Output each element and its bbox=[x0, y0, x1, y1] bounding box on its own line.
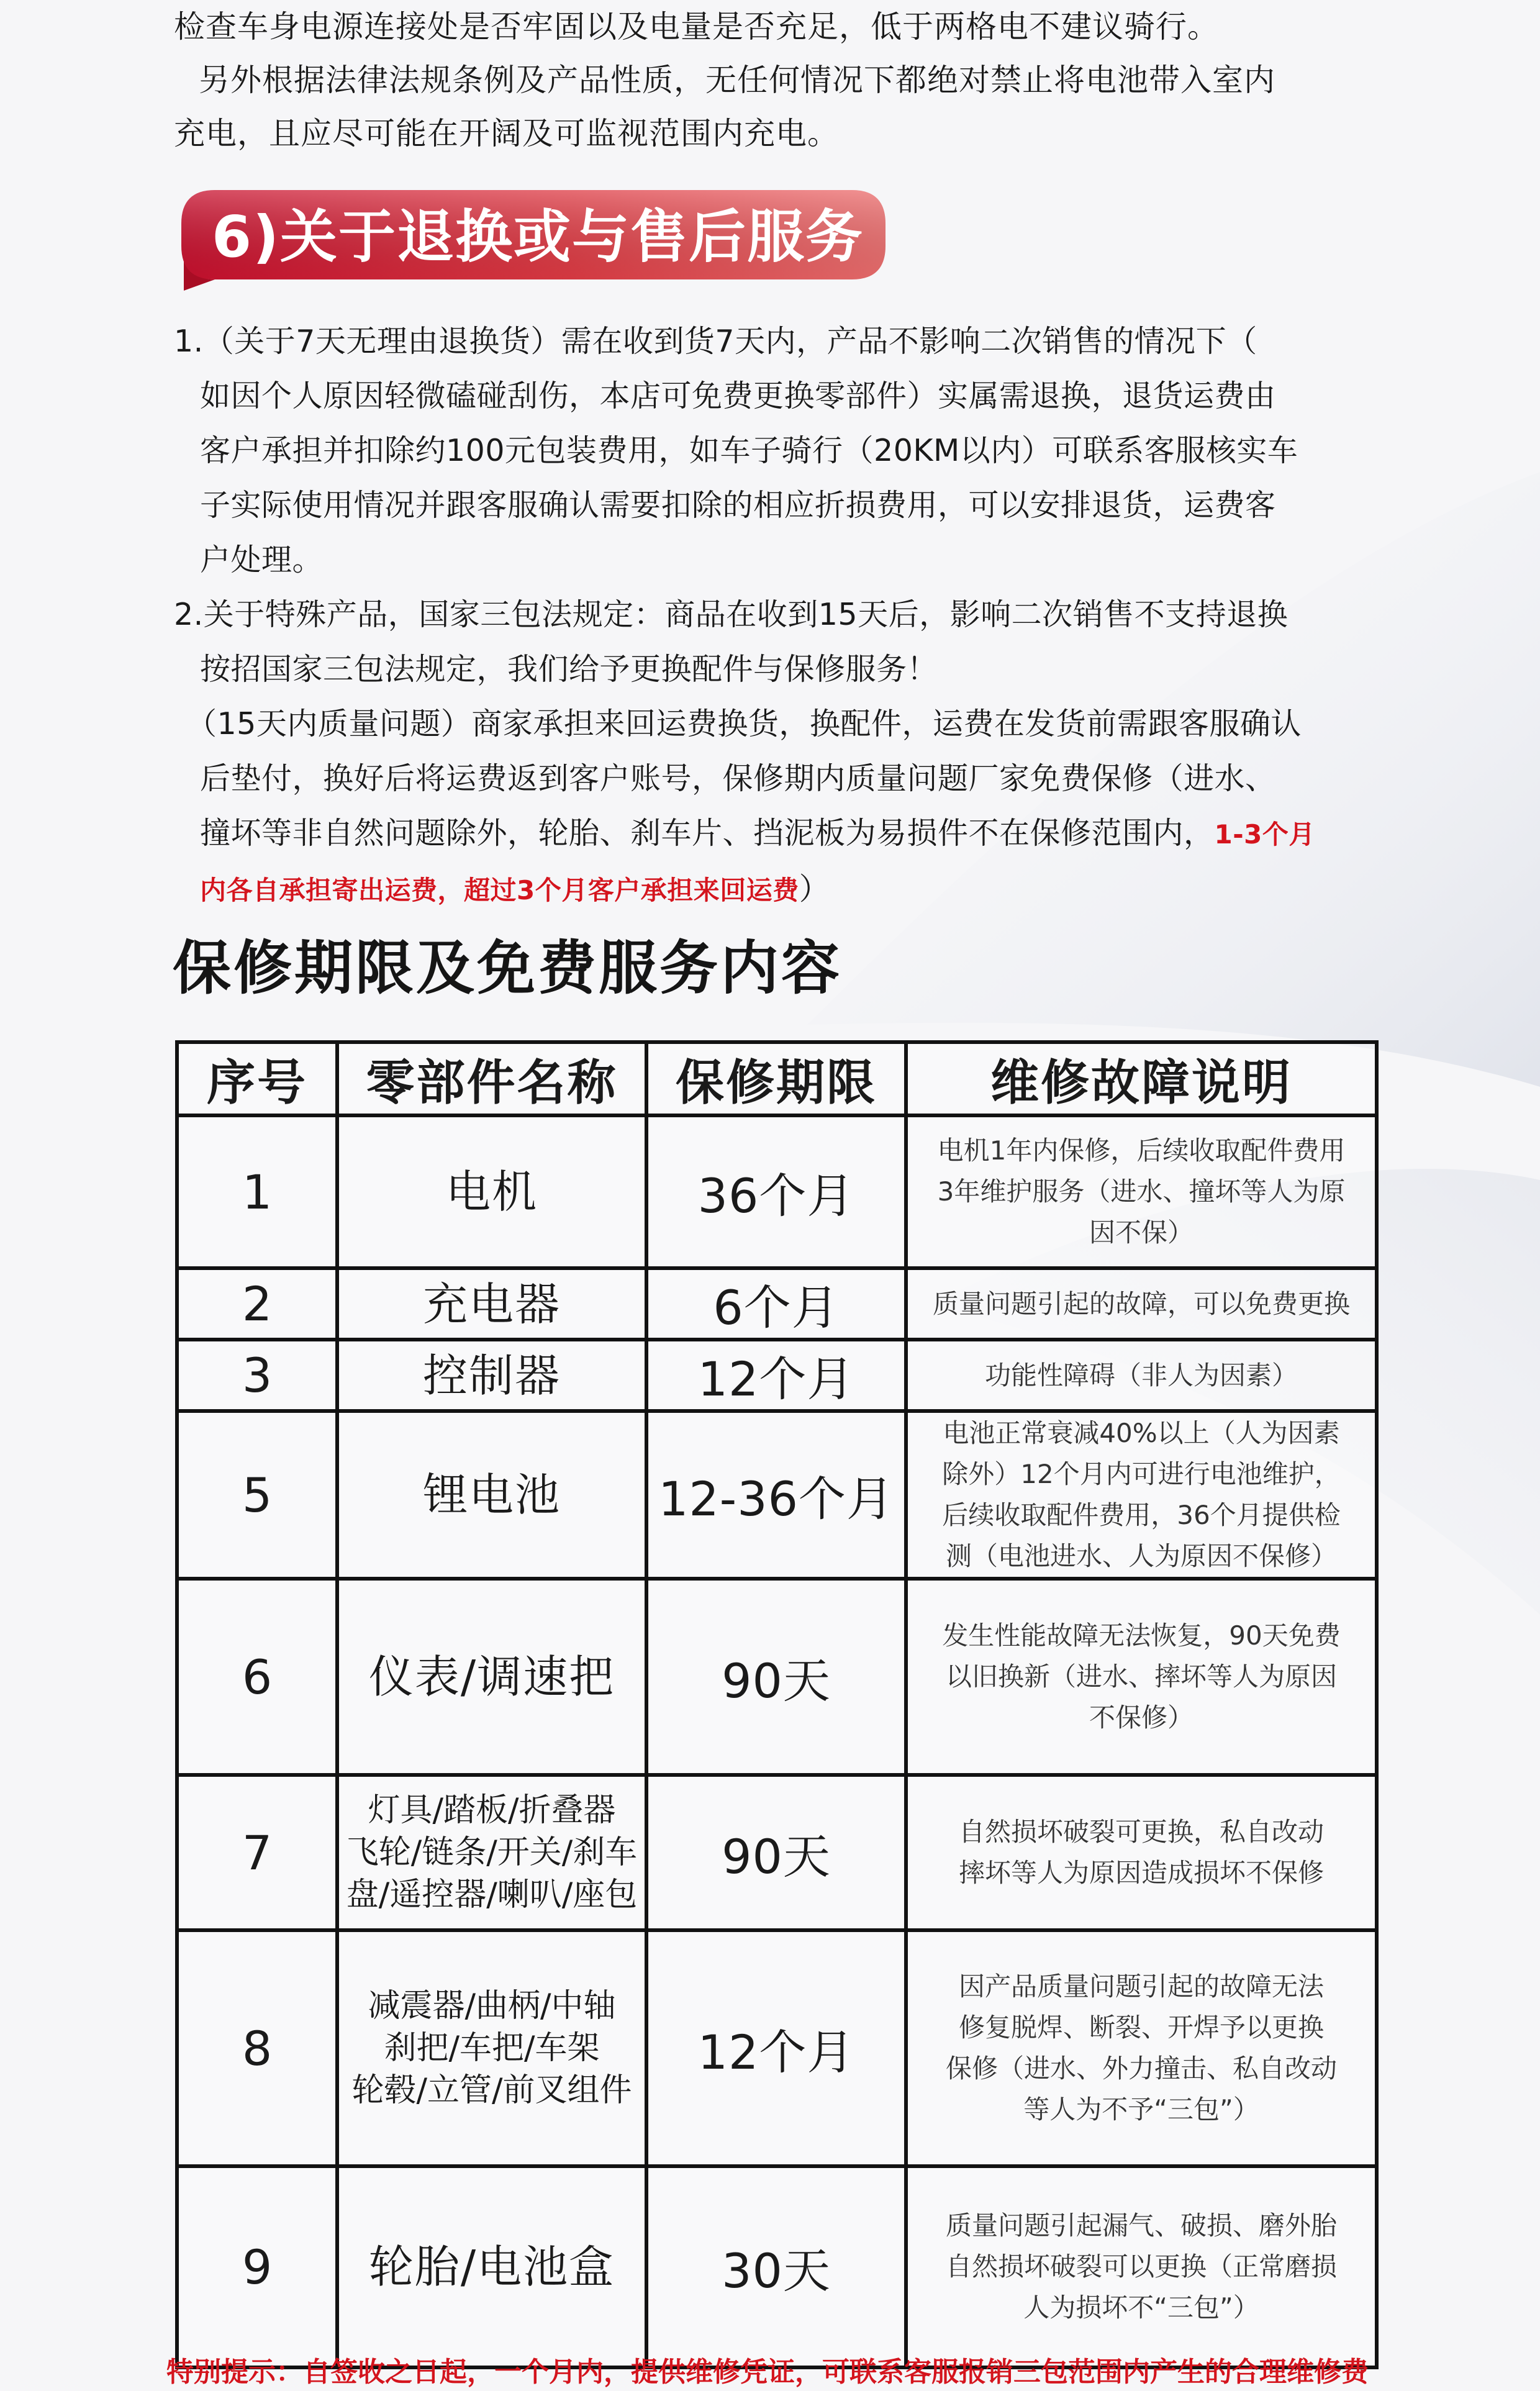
row-number: 6 bbox=[177, 1579, 337, 1775]
column-header: 序号 bbox=[177, 1042, 337, 1115]
table-title: 保修期限及免费服务内容 bbox=[173, 935, 843, 1002]
desc-line: 除外）12个月内可进行电池维护， bbox=[942, 1459, 1341, 1489]
fault-description bbox=[906, 1268, 1377, 1340]
desc-line: 不保修） bbox=[1089, 1702, 1194, 1733]
part-name: 控制器 bbox=[337, 1340, 646, 1411]
part-name bbox=[337, 1775, 646, 1930]
fault-description bbox=[906, 1930, 1377, 2166]
desc-line: 保修（进水、外力撞击、私自改动 bbox=[945, 2053, 1337, 2084]
fault-description bbox=[906, 1340, 1377, 1411]
part-name: 电机 bbox=[337, 1115, 646, 1268]
part-name: 仪表/调速把 bbox=[337, 1579, 646, 1775]
desc-line: 质量问题引起漏气、破损、磨外胎 bbox=[945, 2210, 1337, 2241]
special-tip: 特别提示：自签收之日起，一个月内，提供维修凭证，可联系客服报销三包范围内产生的合理维修费 bbox=[166, 2356, 1369, 2388]
desc-line: 功能性障碍（非人为因素） bbox=[984, 1359, 1298, 1391]
part-name: 轮胎/电池盒 bbox=[337, 2166, 646, 2367]
warranty-term: 12-36个月 bbox=[646, 1411, 906, 1579]
warranty-term: 90天 bbox=[646, 1775, 906, 1930]
part-name: 锂电池 bbox=[337, 1411, 646, 1579]
row-number: 8 bbox=[177, 1930, 337, 2166]
warranty-term: 6个月 bbox=[646, 1268, 906, 1340]
policy-line: 户处理。 bbox=[200, 542, 324, 578]
row-number: 2 bbox=[177, 1268, 337, 1340]
intro-line: 另外根据法律法规条例及产品性质，无任何情况下都绝对禁止将电池带入室内 bbox=[199, 62, 1275, 98]
desc-line: 人为损坏不“三包”） bbox=[1023, 2292, 1259, 2323]
policy-item-1 bbox=[174, 314, 1391, 588]
fault-description bbox=[906, 1775, 1377, 1930]
warranty-term: 90天 bbox=[646, 1579, 906, 1775]
warranty-term: 12个月 bbox=[646, 1340, 906, 1411]
part-name bbox=[337, 1930, 646, 2166]
policy-line: 按招国家三包法规定，我们给予更换配件与保修服务！ bbox=[200, 651, 938, 687]
policy-line: 子实际使用情况并跟客服确认需要扣除的相应折损费用，可以安排退货，运费客 bbox=[200, 488, 1276, 523]
policy-highlight: 内各自承担寄出运费，超过3个月客户承担来回运费 bbox=[200, 875, 799, 905]
part-line: 刹把/车把/车架 bbox=[384, 2030, 600, 2067]
desc-line: 等人为不予“三包”） bbox=[1023, 2094, 1259, 2125]
row-number: 1 bbox=[177, 1115, 337, 1268]
desc-line: 3年维护服务（进水、撞坏等人为原 bbox=[937, 1176, 1346, 1207]
table-row bbox=[177, 1340, 1377, 1411]
row-number: 9 bbox=[177, 2166, 337, 2367]
table-row bbox=[177, 1775, 1377, 1930]
policy-line bbox=[174, 862, 1391, 918]
policy-line: 后垫付，换好后将运费返到客户账号，保修期内质量问题厂家免费保修（进水、 bbox=[200, 761, 1276, 796]
fault-description bbox=[906, 1115, 1377, 1268]
row-number: 3 bbox=[177, 1340, 337, 1411]
desc-line: 测（电池进水、人为原因不保修） bbox=[945, 1541, 1337, 1571]
table-row bbox=[177, 1268, 1377, 1340]
column-header: 维修故障说明 bbox=[906, 1042, 1377, 1115]
table-header-row bbox=[177, 1042, 1377, 1115]
policy-line: 客户承担并扣除约100元包装费用，如车子骑行（20KM以内）可联系客服核实车 bbox=[200, 433, 1298, 468]
section-heading-text: 6)关于退换或与售后服务 bbox=[212, 204, 864, 270]
policy-highlight: 1-3个月 bbox=[1214, 819, 1315, 850]
policy-line bbox=[174, 806, 1391, 862]
desc-line: 发生性能故障无法恢复，90天免费 bbox=[942, 1620, 1341, 1651]
table-row bbox=[177, 1930, 1377, 2166]
part-line: 盘/遥控器/喇叭/座包 bbox=[346, 1876, 638, 1913]
row-number: 5 bbox=[177, 1411, 337, 1579]
table-row bbox=[177, 1115, 1377, 1268]
row-number: 7 bbox=[177, 1775, 337, 1930]
policy-line: 2.关于特殊产品，国家三包法规定：商品在收到15天后，影响二次销售不支持退换 bbox=[174, 597, 1289, 632]
policy-line: （15天内质量问题）商家承担来回运费换货，换配件，运费在发货前需跟客服确认 bbox=[186, 706, 1302, 742]
table-row bbox=[177, 1579, 1377, 1775]
part-name: 充电器 bbox=[337, 1268, 646, 1340]
warranty-term: 12个月 bbox=[646, 1930, 906, 2166]
fault-description bbox=[906, 2166, 1377, 2367]
desc-line: 电池正常衰减40%以上（人为因素 bbox=[943, 1418, 1340, 1448]
policy-line: 如因个人原因轻微磕碰刮伤，本店可免费更换零部件）实属需退换，退货运费由 bbox=[200, 378, 1276, 414]
desc-line: 电机1年内保修，后续收取配件费用 bbox=[937, 1135, 1346, 1166]
desc-line: 自然损坏破裂可更换，私自改动 bbox=[958, 1817, 1324, 1847]
desc-line: 因产品质量问题引起的故障无法 bbox=[958, 1971, 1324, 2002]
desc-line: 自然损坏破裂可以更换（正常磨损 bbox=[945, 2251, 1337, 2282]
desc-line: 质量问题引起的故障，可以免费更换 bbox=[932, 1288, 1350, 1319]
policy-line-text: 撞坏等非自然问题除外，轮胎、刹车片、挡泥板为易损件不在保修范围内， bbox=[200, 815, 1215, 851]
intro-line: 充电，且应尽可能在开阔及可监视范围内充电。 bbox=[174, 116, 839, 152]
desc-line: 因不保） bbox=[1089, 1217, 1194, 1248]
part-line: 飞轮/链条/开关/刹车 bbox=[346, 1834, 638, 1871]
table-row bbox=[177, 1411, 1377, 1579]
table-row bbox=[177, 2166, 1377, 2367]
part-line: 轮毂/立管/前叉组件 bbox=[351, 2072, 632, 2109]
section-heading bbox=[171, 186, 889, 291]
desc-line: 修复脱焊、断裂、开焊予以更换 bbox=[958, 2012, 1324, 2043]
fault-description bbox=[906, 1411, 1377, 1579]
desc-line: 后续收取配件费用，36个月提供检 bbox=[942, 1500, 1341, 1530]
part-line: 灯具/踏板/折叠器 bbox=[368, 1792, 616, 1829]
policy-line-text: ） bbox=[799, 871, 830, 907]
warranty-table bbox=[175, 1040, 1379, 2369]
policy-item-2 bbox=[174, 588, 1391, 918]
warranty-term: 36个月 bbox=[646, 1115, 906, 1268]
intro-line: 检查车身电源连接处是否牢固以及电量是否充足，低于两格电不建议骑行。 bbox=[174, 9, 1219, 45]
fault-description bbox=[906, 1579, 1377, 1775]
desc-line: 摔坏等人为原因造成损坏不保修 bbox=[958, 1858, 1324, 1888]
column-header: 零部件名称 bbox=[337, 1042, 646, 1115]
column-header: 保修期限 bbox=[646, 1042, 906, 1115]
desc-line: 以旧换新（进水、摔坏等人为原因 bbox=[945, 1661, 1337, 1692]
part-line: 减震器/曲柄/中轴 bbox=[368, 1987, 616, 2025]
policy-line: 1.（关于7天无理由退换货）需在收到货7天内，产品不影响二次销售的情况下（ bbox=[174, 324, 1257, 359]
warranty-term: 30天 bbox=[646, 2166, 906, 2367]
